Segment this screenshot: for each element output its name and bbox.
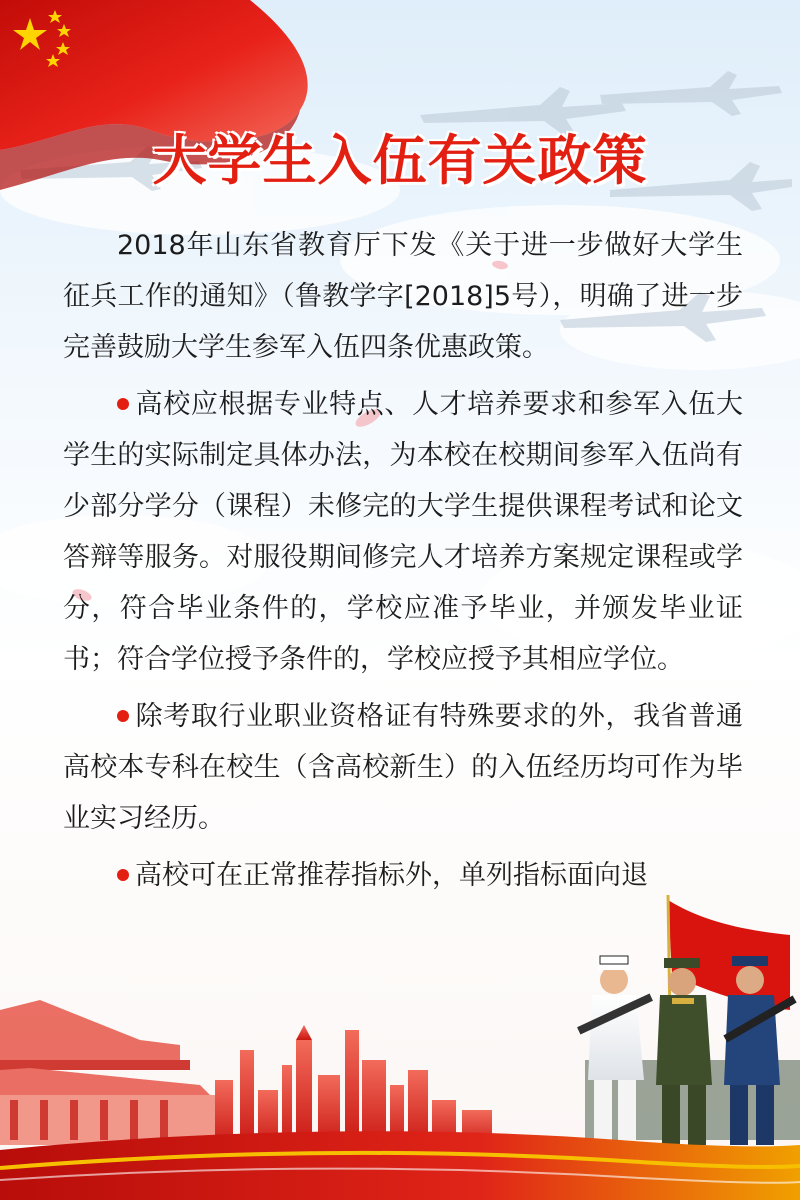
policy-paragraph-2	[63, 691, 743, 844]
city-skyline	[215, 1025, 492, 1150]
policy-paragraph-1	[63, 379, 743, 685]
paragraph-text: 除考取行业职业资格证有特殊要求的外，我省普通高校本专科在校生（含高校新生）的入伍经历均可作为毕业实习经历。	[63, 701, 743, 834]
paragraph-text: 高校应根据专业特点、人才培养要求和参军入伍大学生的实际制定具体办法，为本校在校期间参军入伍尚有少部分学分（课程）未修完的大学生提供课程考试和论文答辩等服务。对服役期间修完人才培养方案规定课程或学分，符合毕业条件的，学校应准予毕业，并颁发毕业证书；符合学位授予条件的，学校应授予其相应学位。	[63, 389, 743, 675]
palace-building	[0, 1000, 215, 1145]
bullet-dot-icon	[117, 710, 129, 722]
policy-content	[63, 220, 743, 907]
honor-guard-soldiers	[577, 895, 800, 1150]
poster-title: 大学生入伍有关政策	[152, 129, 648, 192]
intro-paragraph	[63, 220, 743, 373]
bullet-dot-icon	[117, 398, 129, 410]
paragraph-text: 高校可在正常推荐指标外，单列指标面向退	[135, 860, 648, 891]
paragraph-text: 2018年山东省教育厅下发《关于进一步做好大学生征兵工作的通知》（鲁教学字[2018]5号），明确了进一步完善鼓励大学生参军入伍四条优惠政策。	[63, 230, 743, 363]
policy-paragraph-3	[63, 850, 743, 901]
bullet-dot-icon	[117, 869, 129, 881]
